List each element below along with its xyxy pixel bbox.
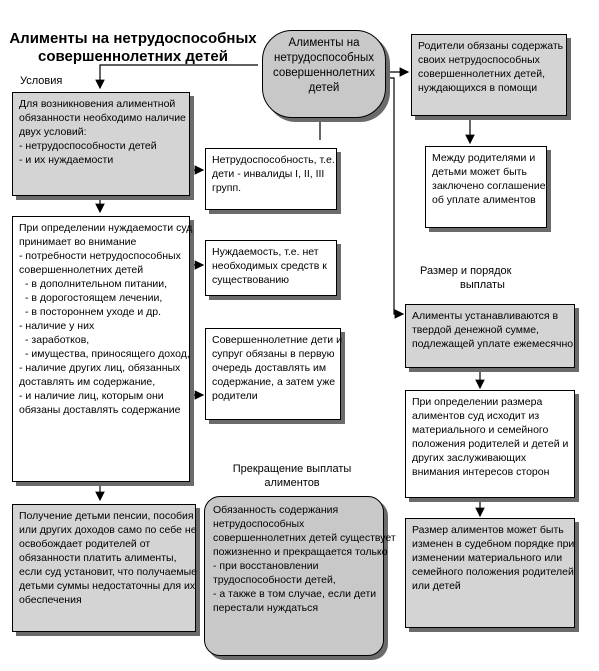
label-conditions: Условия (20, 75, 63, 87)
termination-line: совершеннолетних детей существует (213, 532, 396, 544)
pension-line: Получение детьми пенсии, пособия (19, 510, 194, 522)
size-box (405, 390, 575, 498)
pension-line: обеспечения (19, 594, 82, 606)
need-line: принимает во внимание (19, 236, 137, 248)
conditions-line: обязанности необходимо наличие (19, 112, 186, 124)
conditions-line: - нетрудоспособности детей (19, 140, 157, 152)
neediness-line: существованию (212, 274, 290, 286)
fixed-sum-box (405, 304, 575, 368)
center-node-line-1: Алименты на (288, 37, 360, 49)
fixed-sum-line: Алименты устанавливаются в (412, 310, 559, 322)
priority-line: супруг обязаны в первую (212, 348, 335, 360)
page-title (8, 30, 258, 66)
termination-line: перестали нуждаться (213, 602, 319, 614)
disability-line: дети - инвалиды I, II, III (212, 168, 325, 180)
pension-box (12, 504, 196, 632)
conditions-box (12, 92, 190, 196)
need-line: - потребности нетрудоспособных (19, 250, 181, 262)
priority-line: содержание, а затем уже (212, 376, 336, 388)
fixed-sum-line: подлежащей уплате ежемесячно (412, 338, 574, 350)
pension-line: если суд установит, что получаемые (19, 566, 198, 578)
conditions-line: двух условий: (19, 126, 87, 138)
pension-line: детьми суммы недостаточны для их (19, 580, 196, 592)
change-line: изменении материального или (412, 552, 563, 564)
need-line: доставлять им содержание, (19, 376, 156, 388)
size-line: При определении размера (412, 396, 543, 408)
center-node-line-3: совершеннолетних (272, 67, 376, 79)
parents-line: своих нетрудоспособных (418, 54, 540, 66)
title-line-2: совершеннолетних детей (38, 48, 228, 65)
conditions-line: - и их нуждаемости (19, 154, 114, 166)
parents-box (411, 34, 567, 116)
disability-box (205, 148, 337, 210)
need-line: обязаны доставлять содержание (19, 404, 181, 416)
disability-line: Нетрудоспособность, т.е. (212, 154, 335, 166)
termination-line: - при восстановлении (213, 560, 319, 572)
need-line: - в дополнительном питании, (25, 278, 168, 290)
change-line: изменен в судебном порядке при (412, 538, 575, 550)
need-line: - и наличие лиц, которым они (19, 390, 164, 402)
change-line: семейного положения родителей (412, 566, 574, 578)
parents-line: Родители обязаны содержать (418, 40, 564, 52)
need-line: - в дорогостоящем лечении, (25, 292, 163, 304)
need-box (12, 216, 193, 482)
label-termination (222, 462, 362, 490)
disability-line: групп. (212, 182, 242, 194)
termination-line: - а также в том случае, если дети (213, 588, 377, 600)
need-line: - наличие других лиц, обязанных (19, 362, 181, 374)
label-termination-line-1: Прекращение выплаты (232, 463, 352, 475)
center-node-line-2: нетрудоспособных (274, 52, 374, 64)
agreement-line: Между родителями и (432, 152, 536, 164)
connector-center-left (100, 65, 258, 88)
change-line: Размер алиментов может быть (412, 524, 564, 536)
connector-center-down (384, 78, 403, 314)
need-line: - наличие у них (19, 320, 95, 332)
conditions-line: Для возникновения алиментной (19, 98, 176, 110)
center-node-line-4: детей (308, 82, 340, 94)
priority-line: родители (212, 390, 258, 402)
title-line-1: Алименты на нетрудоспособных (9, 30, 257, 47)
termination-box (204, 496, 396, 656)
pension-line: освобождает родителей от (19, 538, 151, 550)
label-termination-line-2: алиментов (264, 477, 320, 489)
agreement-line: об уплате алиментов (432, 194, 536, 206)
size-line: положения родителей и детей и (412, 438, 569, 450)
size-line: алиментов суд исходит из (412, 410, 540, 422)
priority-line: очередь доставлять им (212, 362, 327, 374)
label-size-order (420, 264, 511, 292)
priority-box (205, 328, 341, 420)
need-line: - в постороннем уходе и др. (25, 306, 162, 318)
size-line: внимания интересов сторон (412, 466, 550, 478)
change-box (405, 518, 575, 628)
termination-line: трудоспособности детей, (213, 574, 336, 586)
center-node (262, 30, 386, 118)
size-line: материального и семейного (412, 424, 549, 436)
need-line: - имущества, приносящего доход, (25, 348, 190, 360)
neediness-box (205, 240, 337, 296)
agreement-line: детьми может быть (432, 166, 527, 178)
label-size-order-line-2: выплаты (460, 279, 505, 291)
parents-line: совершеннолетних детей, (418, 68, 546, 80)
need-line: - заработков, (25, 334, 90, 346)
termination-line: пожизненно и прекращается только (213, 546, 388, 558)
neediness-line: необходимых средств к (212, 260, 327, 272)
pension-line: обязанности платить алименты, (19, 552, 177, 564)
parents-line: нуждающихся в помощи (418, 82, 538, 94)
termination-line: нетрудоспособных (213, 518, 305, 530)
change-line: или детей (412, 580, 461, 592)
fixed-sum-line: твердой денежной сумме, (412, 324, 539, 336)
priority-line: Совершеннолетние дети и (212, 334, 342, 346)
need-line: совершеннолетних детей (19, 264, 144, 276)
termination-line: Обязанность содержания (213, 504, 339, 516)
pension-line: или других доходов само по себе не (19, 524, 197, 536)
label-size-order-line-1: Размер и порядок (420, 265, 512, 277)
size-line: других заслуживающих (412, 452, 527, 464)
agreement-box (425, 146, 547, 228)
agreement-line: заключено соглашение (432, 180, 546, 192)
need-line: При определении нуждаемости суд (19, 222, 193, 234)
neediness-line: Нуждаемость, т.е. нет (212, 246, 319, 258)
